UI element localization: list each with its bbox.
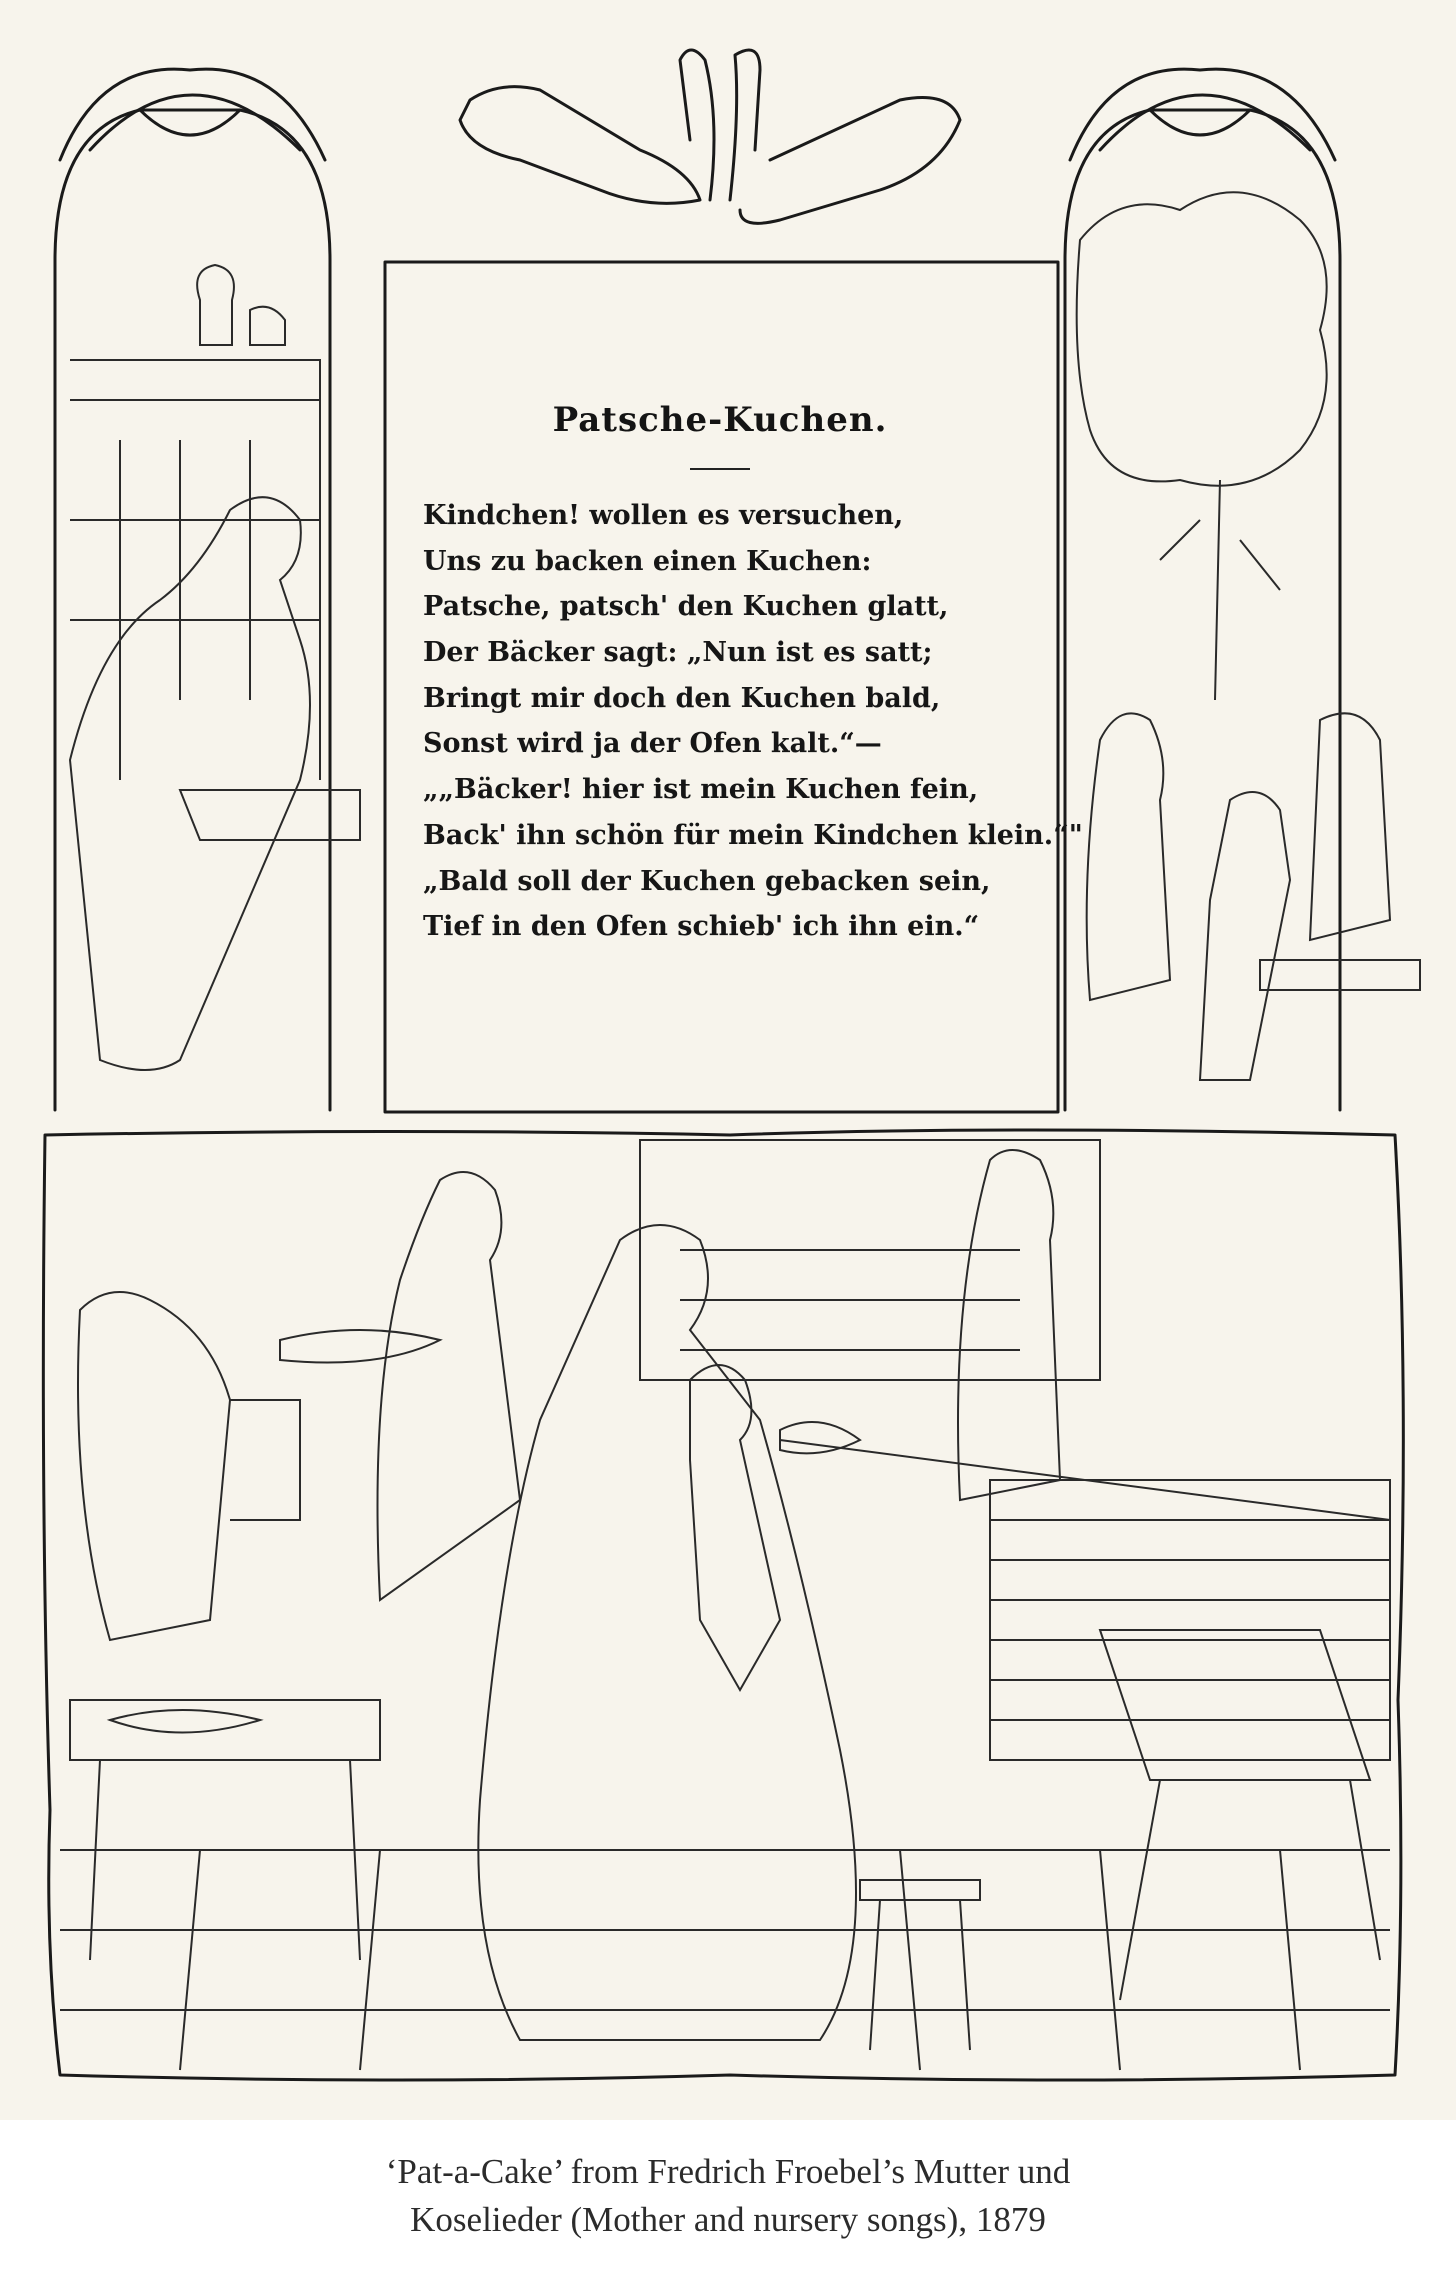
poem-line: Uns zu backen einen Kuchen: [423, 545, 872, 577]
crouching-baker [78, 1292, 300, 1640]
children-at-table [1087, 713, 1420, 1080]
mother-with-child [478, 1225, 856, 2040]
outer-lower-frame [43, 1130, 1403, 2080]
baker-with-peel [780, 1150, 1390, 1520]
tree-trunk [1160, 480, 1280, 700]
poem-line: Tief in den Ofen schieb' ich ihn ein.“ [423, 911, 980, 943]
poem-line: Der Bäcker sagt: „Nun ist es satt; [423, 637, 933, 669]
left-table-with-cakes [70, 1700, 380, 1960]
caption-line-1: ‘Pat-a-Cake’ from Fredrich Froebel’s Mutter und [385, 2152, 1071, 2191]
poem-line: Kindchen! wollen es versuchen, [423, 500, 904, 531]
left-arch-frame [55, 110, 330, 1110]
poem-verse [423, 493, 1083, 950]
left-arch-knot [60, 69, 325, 160]
title-divider [690, 468, 750, 470]
poem-line: „Bald soll der Kuchen gebacken sein, [423, 865, 991, 897]
clasped-hands [460, 50, 960, 223]
woman-kneading [70, 497, 360, 1070]
poem-line: Bringt mir doch den Kuchen bald, [423, 682, 941, 714]
figure-caption [0, 2148, 1456, 2244]
caption-line-2: Koselieder (Mother and nursery songs), 1879 [410, 2200, 1046, 2239]
right-table-with-loaves [1100, 1630, 1380, 2000]
poem-title: Patsche-Kuchen. [552, 400, 888, 440]
poem-line: „„Bäcker! hier ist mein Kuchen fein, [423, 774, 979, 806]
right-arch-knot [1070, 69, 1335, 160]
poem-line: Patsche, patsch' den Kuchen glatt, [423, 591, 949, 623]
stool [860, 1880, 980, 2050]
jug-on-stove [197, 265, 285, 345]
bakery-oven-shelves [640, 1140, 1100, 1380]
kitchen-stove [70, 360, 320, 780]
tree-canopy [1077, 192, 1327, 485]
brick-oven-wall [990, 1480, 1390, 1760]
poem-panel [390, 268, 1083, 1108]
stone-floor [60, 1850, 1390, 2070]
poem-line: Back' ihn schön für mein Kindchen klein.“" [423, 819, 1083, 851]
poem-line: Sonst wird ja der Ofen kalt.“— [423, 728, 882, 760]
serving-woman-with-tray [280, 1172, 520, 1600]
